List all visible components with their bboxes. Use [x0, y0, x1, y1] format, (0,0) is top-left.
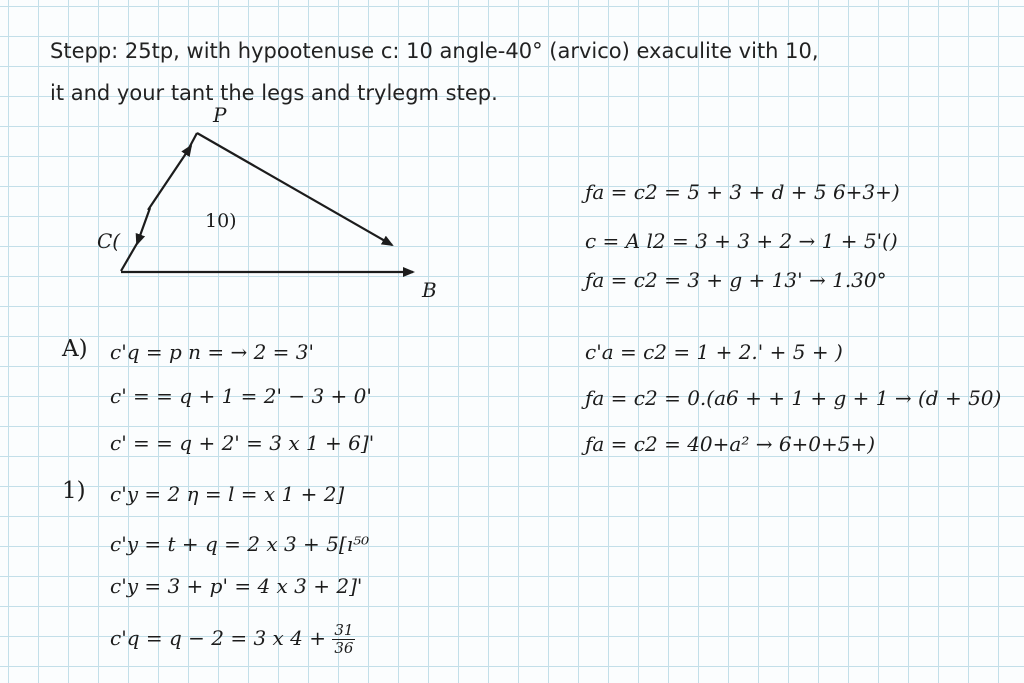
- step-a-label: A): [62, 336, 88, 362]
- side-length-label: 10): [205, 210, 237, 232]
- step-1-label: 1): [62, 478, 86, 504]
- problem-line-2: it and your tant the legs and trylegm step.: [50, 81, 498, 105]
- right-equation: ƒa = c2 = 5 + 3 + d + 5 6+3+): [585, 180, 900, 204]
- vertex-p-label: P: [213, 103, 227, 127]
- vertex-b-label: B: [422, 278, 437, 302]
- right-equation: ƒa = c2 = 40+a² → 6+0+5+): [585, 432, 876, 456]
- vertex-c-label: C(: [97, 229, 121, 253]
- fraction: [332, 622, 355, 657]
- step-a-equation: c' = = q + 2' = 3 x 1 + 6]': [110, 431, 375, 455]
- side-cp-lower: [137, 208, 150, 244]
- step-1-equation-text: c'q = q − 2 = 3 x 4 +: [110, 626, 327, 650]
- step-a-equation: c'q = p n = → 2 = 3': [110, 340, 315, 364]
- fraction-denominator: 36: [334, 639, 354, 657]
- step-1-equation: c'y = 3 + p' = 4 x 3 + 2]': [110, 574, 363, 598]
- problem-line-1: Stepp: 25tp, with hypootenuse c: 10 angle-40° (arvico) exaculite vith 10,: [50, 39, 819, 63]
- side-cp-upper: [148, 146, 191, 210]
- step-1-equation: c'y = t + q = 2 x 3 + 5[ı⁵⁰: [110, 532, 370, 556]
- step-1-equation: c'y = 2 η = l = x 1 + 2]: [110, 482, 345, 506]
- side-p-top: [189, 133, 197, 148]
- side-pc-base: [121, 240, 139, 271]
- fraction-numerator: 31: [334, 621, 354, 639]
- right-equation: c'a = c2 = 1 + 2.' + 5 + ): [585, 340, 843, 364]
- step-1-equation-with-fraction: [110, 622, 355, 657]
- right-equation: ƒa = c2 = 3 + g + 13' → 1.30°: [585, 268, 887, 292]
- right-equation: c = A l2 = 3 + 3 + 2 → 1 + 5'(): [585, 229, 898, 253]
- step-a-equation: c' = = q + 1 = 2' − 3 + 0': [110, 384, 372, 408]
- right-equation: ƒa = c2 = 0.(a6 + + 1 + g + 1 → (d + 50): [585, 386, 1002, 410]
